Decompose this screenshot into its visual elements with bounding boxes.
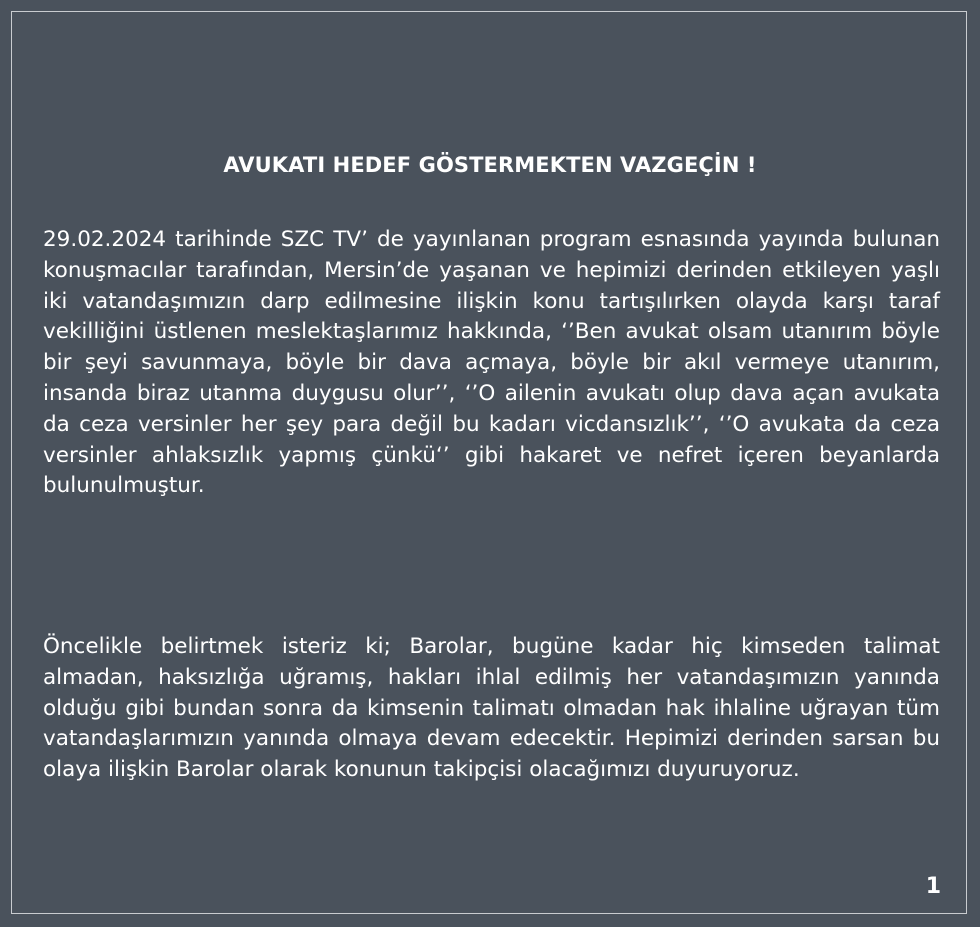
paragraph-declaration: Öncelikle belirtmek isteriz ki; Barolar, bugüne kadar hiç kimseden talimat almadan, haksızlığa uğramış, hakları ihlal edilmiş her vatandaşımızın yanında olduğu gibi bundan sonra da kimsenin talimatı olmadan hak ihlaline uğrayan tüm vatandaşlarımızın yanında olmaya devam edecektir. Hepimizi derinden sarsan bu olaya ilişkin Barolar olarak konunun takipçisi olacağımızı duyuruyoruz. xyxy=(43,634,940,783)
document-title: AVUKATI HEDEF GÖSTERMEKTEN VAZGEÇİN ! xyxy=(223,153,757,177)
paragraph-statement: 29.02.2024 tarihinde SZC TV’ de yayınlanan program esnasında yayında bulunan konuşmacılar tarafından, Mersin’de yaşanan ve hepimizi derinden etkileyen yaşlı iki vatandaşımızın darp edilmesine ilişkin konu tartışılırken olayda karşı taraf vekilliğini üstlenen meslektaşlarımız hakkında, ‘’Ben avukat olsam utanırım böyle bir şeyi savunmaya, böyle bir dava açmaya, böyle bir akıl vermeye utanırım, insanda biraz utanma duygusu olur’’, ‘’O ailenin avukatı olup dava açan avukata da ceza versinler her şey para değil bu kadarı vicdansızlık’’, ‘’O avukata da ceza versinler ahlaksızlık yapmış çünkü‘’ gibi hakaret ve nefret içeren beyanlarda bulunulmuştur. xyxy=(43,227,940,499)
page-number: 1 xyxy=(925,874,941,899)
